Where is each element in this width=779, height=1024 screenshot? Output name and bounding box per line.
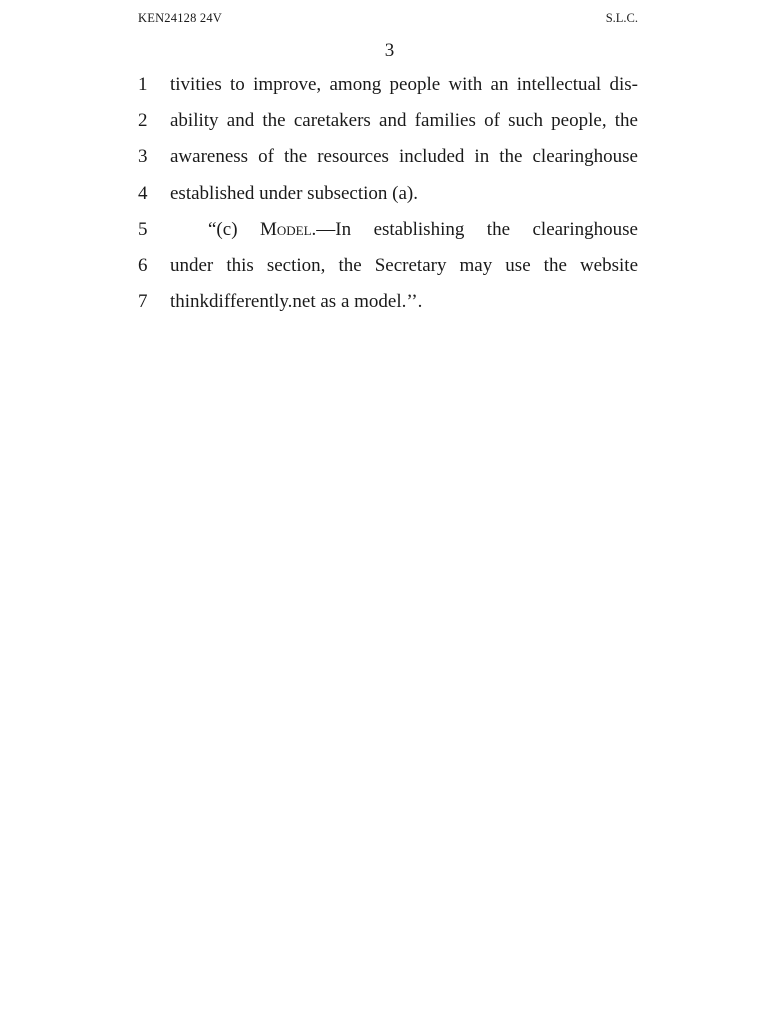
bill-text bbox=[138, 67, 638, 320]
line-text: tivities to improve, among people with an intellectual dis- bbox=[170, 74, 638, 95]
text-line bbox=[138, 176, 638, 212]
text-line bbox=[138, 248, 638, 284]
text-line bbox=[138, 284, 638, 320]
slc-label: S.L.C. bbox=[605, 11, 638, 25]
line-number: 6 bbox=[138, 254, 148, 276]
line-number: 5 bbox=[138, 218, 148, 240]
line-text bbox=[170, 212, 638, 248]
document-id: KEN24128 24V bbox=[138, 11, 222, 25]
line-text: ability and the caretakers and families of such people, the bbox=[170, 110, 638, 132]
line-number: 1 bbox=[138, 74, 148, 95]
subsection-body: .—In establishing the clearinghouse bbox=[311, 218, 638, 240]
text-line bbox=[138, 67, 638, 103]
text-line bbox=[138, 139, 638, 175]
line-text: established under subsection (a). bbox=[170, 182, 418, 204]
page-number: 3 bbox=[384, 40, 395, 61]
text-line bbox=[138, 103, 638, 139]
text-line bbox=[138, 212, 638, 248]
line-number: 7 bbox=[138, 291, 148, 313]
subsection-open: “(c) bbox=[208, 218, 260, 240]
line-text: under this section, the Secretary may use the website bbox=[170, 254, 638, 276]
line-number: 2 bbox=[138, 110, 148, 132]
line-number: 4 bbox=[138, 182, 148, 204]
line-text: awareness of the resources included in the clearinghouse bbox=[170, 146, 638, 168]
subsection-heading: Model bbox=[259, 218, 312, 240]
line-number: 3 bbox=[138, 146, 148, 168]
line-text: thinkdifferently.net as a model.’’. bbox=[170, 291, 423, 313]
